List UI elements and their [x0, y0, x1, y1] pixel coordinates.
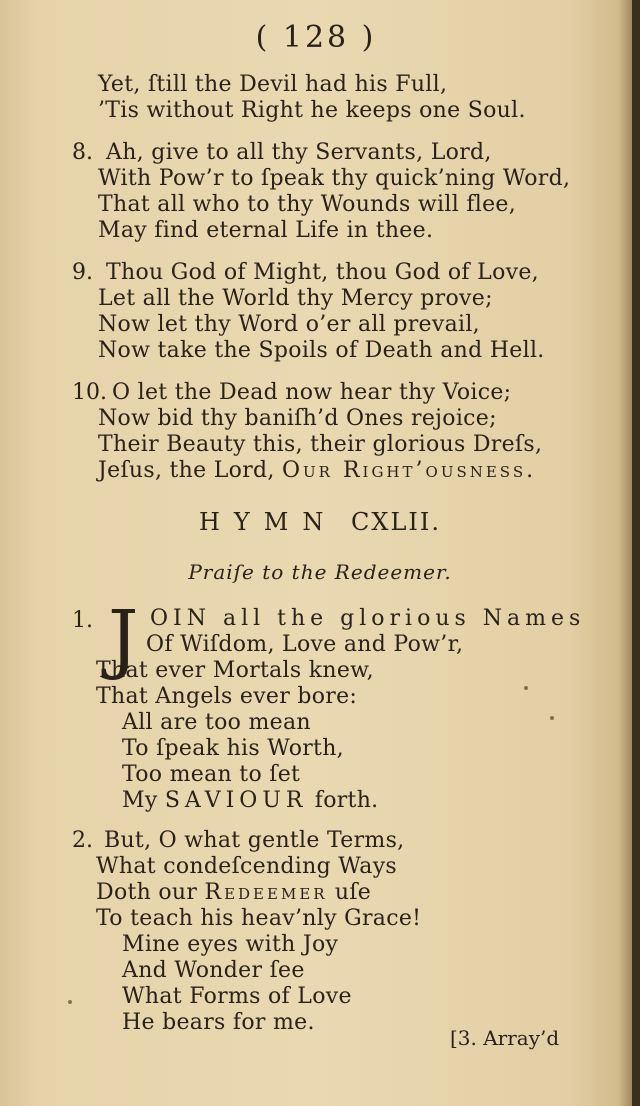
verse-number: 8. [72, 140, 93, 165]
stanza-line: But, O what gentle Terms, [104, 828, 405, 853]
stanza-line: And Wonder ſee [122, 958, 305, 983]
catchword: [3. Array’d [450, 1026, 560, 1050]
stanza-first-line: OIN all the glorious Names [150, 606, 586, 631]
verse-line: O let the Dead now hear thy Voice; [112, 380, 512, 405]
stanza-line-suffix: uſe [334, 880, 372, 905]
page-number: ( 128 ) [255, 20, 377, 55]
verse-number: 10. [72, 380, 107, 405]
stanza-line: To teach his heav’nly Grace! [96, 906, 422, 931]
stanza-line: That Angels ever bore: [96, 684, 358, 709]
continuation-line-1: Yet, ſtill the Devil had his Full, [98, 72, 448, 97]
stanza-line [122, 788, 378, 814]
saviour-caps: SAVIOUR [164, 788, 308, 813]
hymn-number: CXLII. [351, 508, 441, 536]
stanza-line: What Forms of Love [122, 984, 352, 1009]
stanza-line: That ever Mortals knew, [96, 658, 374, 683]
paper-speck [550, 716, 554, 720]
verse-line: May find eternal Life in thee. [98, 218, 434, 243]
stanza-line: All are too mean [122, 710, 311, 735]
paper-speck [524, 686, 528, 690]
verse-line: Now let thy Word o’er all prevail, [98, 312, 480, 337]
hymn-label: HYMN [199, 508, 338, 536]
drop-cap: J [108, 593, 139, 682]
stanza-number: 2. [72, 828, 93, 853]
stanza-line-prefix: My [122, 788, 158, 813]
hymn-heading [0, 508, 632, 536]
paper-speck [68, 1000, 72, 1004]
stanza-line [150, 606, 585, 632]
verse-line: Now bid thy baniſh’d Ones rejoice; [98, 406, 497, 431]
verse-line: Now take the Spoils of Death and Hell. [98, 338, 545, 363]
verse-line: Ah, give to all thy Servants, Lord, [106, 140, 492, 165]
stanza-line: He bears for me. [122, 1010, 315, 1035]
verse-line-prefix: Jeſus, the Lord, [98, 458, 282, 483]
stanza-line: Too mean to ſet [122, 762, 301, 787]
stanza-line: Of Wiſdom, Love and Pow’r, [146, 632, 464, 657]
verse-line: Let all the World thy Mercy prove; [98, 286, 493, 311]
stanza-line: Mine eyes with Joy [122, 932, 339, 957]
hymn-subtitle: Praiſe to the Redeemer. [188, 560, 452, 584]
verse-line: That all who to thy Wounds will flee, [98, 192, 517, 217]
continuation-line-2: ’Tis without Right he keeps one Soul. [98, 98, 526, 123]
verse-line: With Pow’r to ſpeak thy quick’ning Word, [98, 166, 571, 191]
stanza-line-prefix: Doth our [96, 880, 198, 905]
stanza-number: 1. [72, 608, 93, 633]
stanza-line-suffix: forth. [314, 788, 379, 813]
verse-line: Their Beauty this, their glorious Dreſs, [98, 432, 543, 457]
verse-line [98, 458, 536, 484]
verse-line-smallcaps: Our Right’ousness. [282, 458, 537, 483]
stanza-line [96, 880, 371, 906]
verse-number: 9. [72, 260, 93, 285]
stanza-line: What condeſcending Ways [96, 854, 398, 879]
stanza-line: To ſpeak his Worth, [122, 736, 344, 761]
verse-line: Thou God of Might, thou God of Love, [106, 260, 539, 285]
redeemer-caps: Redeemer [204, 880, 328, 905]
